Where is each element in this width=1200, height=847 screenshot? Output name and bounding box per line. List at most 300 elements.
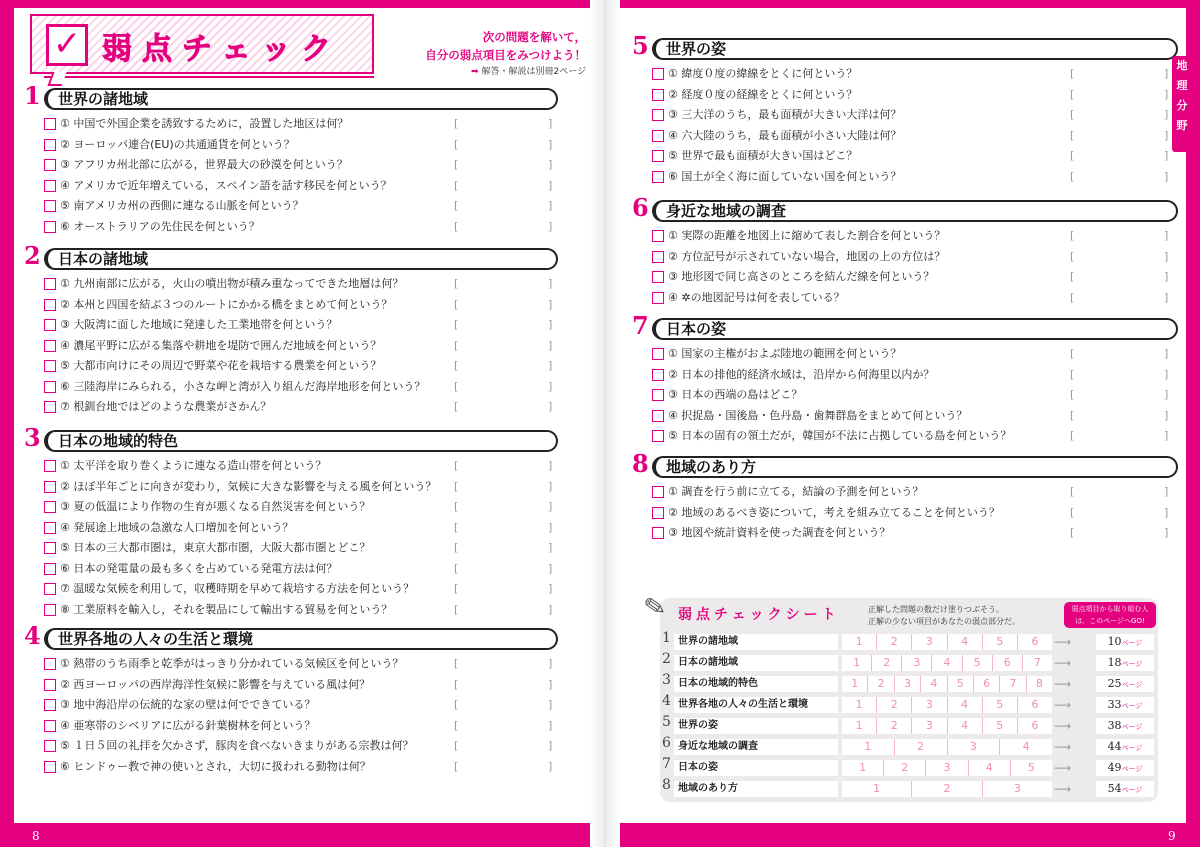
question-text: ⑤ 大都市向けにその周辺で野菜や花を栽培する農業を何という？: [60, 359, 382, 372]
answer-bracket-open: [: [454, 459, 459, 472]
section-title: 世界の諸地域: [58, 90, 149, 108]
target-page: 10ページ: [1096, 634, 1154, 650]
answer-bracket-open: [: [454, 318, 459, 331]
answer-bracket-open: [: [1070, 367, 1075, 381]
score-cell[interactable]: 1: [842, 655, 872, 671]
sheet-row-number: 4: [662, 693, 671, 709]
question-checkbox[interactable]: [44, 658, 56, 670]
section-title: 日本の地域的特色: [58, 432, 179, 450]
answer-bracket-open: [: [454, 582, 459, 595]
answer-bracket-open: [: [454, 520, 459, 534]
question-text: ① 実際の距離を地図上に縮めて表した割合を何という？: [668, 229, 946, 242]
score-cell[interactable]: 2: [868, 676, 894, 692]
question-row: [24, 135, 558, 156]
question-checkbox[interactable]: [652, 507, 664, 519]
answer-bracket-close: ]: [548, 500, 553, 513]
section-number: 1: [24, 81, 41, 110]
sheet-row-number: 5: [662, 714, 671, 730]
sheet-row-label: 日本の地域的特色: [674, 676, 838, 692]
question-checkbox[interactable]: [44, 319, 56, 331]
question-checkbox[interactable]: [652, 130, 664, 142]
question-text: ① 調査を行う前に立てる，結論の予測を何という？: [668, 485, 924, 498]
question-checkbox[interactable]: [44, 381, 56, 393]
section-header: [24, 81, 558, 110]
arrow-right-icon: ⟶: [1054, 719, 1072, 733]
question-checkbox[interactable]: [44, 522, 56, 534]
question-row: [632, 365, 1178, 386]
score-cells: [842, 655, 1052, 671]
question-checkbox[interactable]: [44, 563, 56, 575]
header-instructions: 次の問題を解いて， 自分の弱点項目をみつけよう！: [425, 30, 586, 62]
sheet-row: [660, 632, 1158, 652]
answer-bracket-close: ]: [548, 657, 553, 670]
question-checkbox[interactable]: [44, 460, 56, 472]
answer-bracket-open: [: [454, 219, 459, 233]
question-text: ② ヨーロッパ連合(EU)の共通通貨を何という？: [60, 137, 295, 151]
question-checkbox[interactable]: [44, 200, 56, 212]
score-cell[interactable]: 7: [1033, 656, 1041, 669]
question-row: [24, 176, 558, 197]
answer-bracket-close: ]: [548, 479, 553, 493]
section-number: 8: [632, 449, 649, 478]
question-row: [24, 315, 558, 336]
question-row: [24, 377, 558, 398]
score-cell[interactable]: 6: [1031, 698, 1039, 711]
question-row: [632, 167, 1178, 188]
question-checkbox[interactable]: [44, 340, 56, 352]
score-cell[interactable]: 3: [895, 676, 921, 692]
question-checkbox[interactable]: [44, 118, 56, 130]
answer-bracket-close: ]: [548, 759, 553, 773]
section-number: 5: [632, 31, 649, 60]
question-row: [24, 757, 558, 778]
target-page: 38ページ: [1096, 718, 1154, 734]
question-checkbox[interactable]: [44, 740, 56, 752]
question-text: ⑤ １日５回の礼拝を欠かさず，豚肉を食べないきまりがある宗教は何？: [60, 739, 414, 752]
score-cell[interactable]: 5: [983, 718, 1018, 734]
question-text: ⑥ ヒンドゥー教で神の使いとされ，大切に扱われる動物は何？: [60, 759, 371, 773]
score-cell[interactable]: 1: [842, 739, 895, 755]
question-row: [632, 267, 1178, 288]
question-checkbox[interactable]: [652, 109, 664, 121]
answer-bracket-open: [: [454, 158, 459, 171]
sheet-row-label: 世界の姿: [674, 718, 838, 734]
arrow-right-icon: ⟶: [1054, 740, 1072, 754]
question-text: ④ アメリカで近年増えている，スペイン語を話す移民を何という？: [60, 178, 392, 192]
question-checkbox[interactable]: [44, 481, 56, 493]
answer-bracket-close: ]: [548, 137, 553, 151]
section-number: 3: [24, 423, 41, 452]
question-row: [632, 105, 1178, 126]
target-page: 44ページ: [1096, 739, 1154, 755]
question-checkbox[interactable]: [652, 486, 664, 498]
question-row: [24, 518, 558, 539]
score-cell[interactable]: 2: [877, 634, 912, 650]
answer-bracket-close: ]: [1164, 87, 1169, 101]
arrow-right-icon: ⟶: [1054, 635, 1072, 649]
question-text: ② 西ヨーロッパの西岸海洋性気候に影響を与えている風は何？: [60, 677, 371, 691]
answer-bracket-open: [: [454, 677, 459, 691]
answer-bracket-open: [: [1070, 128, 1075, 142]
question-text: ② 経度０度の経線をとくに何という？: [668, 87, 858, 101]
question-row: [632, 344, 1178, 365]
question-text: ① 熱帯のうち雨季と乾季がはっきり分かれている気候区を何という？: [60, 657, 404, 670]
question-text: ② 方位記号が示されていない場合，地図の上の方位は？: [668, 249, 946, 263]
score-cell[interactable]: 4: [1022, 740, 1030, 753]
question-checkbox[interactable]: [44, 583, 56, 595]
answer-bracket-close: ]: [548, 718, 553, 732]
question-checkbox[interactable]: [652, 348, 664, 360]
score-cells: [842, 697, 1052, 713]
question-text: ① 中国で外国企業を誘致するために，設置した地区は何？: [60, 117, 349, 130]
answer-bracket-close: ]: [548, 459, 553, 472]
section-number: 2: [24, 241, 41, 270]
answer-bracket-open: [: [1070, 526, 1075, 539]
answer-bracket-close: ]: [548, 541, 553, 554]
question-checkbox[interactable]: [44, 401, 56, 413]
answer-bracket-open: [: [454, 137, 459, 151]
question-checkbox[interactable]: [44, 604, 56, 616]
score-cell[interactable]: 2: [912, 781, 982, 797]
question-row: [24, 716, 558, 737]
score-cell[interactable]: 3: [1013, 782, 1021, 795]
answer-bracket-close: ]: [1164, 249, 1169, 263]
question-checkbox[interactable]: [652, 292, 664, 304]
question-text: ③ 地中海沿岸の伝統的な家の壁は何でできている？: [60, 698, 316, 711]
answer-bracket-close: ]: [548, 318, 553, 331]
answer-bracket-open: [: [454, 479, 459, 493]
sheet-row-number: 3: [662, 672, 671, 688]
arrow-right-icon: ⟶: [1054, 656, 1072, 670]
answer-bracket-open: [: [1070, 149, 1075, 162]
score-cell[interactable]: 2: [895, 739, 948, 755]
answer-bracket-close: ]: [1164, 367, 1169, 381]
section-number: 4: [24, 621, 41, 650]
score-cell[interactable]: 3: [912, 718, 947, 734]
target-page: 33ページ: [1096, 697, 1154, 713]
target-page: 18ページ: [1096, 655, 1154, 671]
score-cell[interactable]: 6: [974, 676, 1000, 692]
question-checkbox[interactable]: [652, 68, 664, 80]
arrow-right-icon: ⟶: [1054, 761, 1072, 775]
question-row: [24, 654, 558, 675]
score-cell[interactable]: 5: [948, 676, 974, 692]
score-cell[interactable]: 4: [921, 676, 947, 692]
question-checkbox[interactable]: [652, 369, 664, 381]
score-cell[interactable]: 2: [877, 718, 912, 734]
section-title: 地域のあり方: [666, 458, 757, 476]
answer-bracket-open: [: [454, 379, 459, 393]
question-checkbox[interactable]: [44, 299, 56, 311]
section-7: [632, 311, 1178, 447]
answer-bracket-open: [: [454, 718, 459, 732]
score-cell[interactable]: 5: [1027, 761, 1035, 774]
answer-bracket-open: [: [1070, 229, 1075, 242]
question-text: ⑧ 工業原料を輸入し，それを製品にして輸出する貿易を何という？: [60, 602, 393, 616]
arrow-right-icon: ⟶: [1054, 698, 1072, 712]
question-row: [632, 64, 1178, 85]
answer-bracket-open: [: [454, 178, 459, 192]
section-3: [24, 423, 558, 620]
question-checkbox[interactable]: [44, 139, 56, 151]
question-text: ④ 発展途上地域の急激な人口増加を何という？: [60, 520, 294, 534]
score-cell[interactable]: 1: [842, 697, 877, 713]
question-row: [24, 336, 558, 357]
sheet-row-number: 8: [662, 777, 671, 793]
question-row: [632, 426, 1178, 447]
score-cell[interactable]: 5: [983, 697, 1018, 713]
question-checkbox[interactable]: [652, 271, 664, 283]
arrow-right-icon: ➡: [471, 67, 479, 77]
score-cell[interactable]: 2: [884, 760, 926, 776]
answer-bracket-close: ]: [1164, 108, 1169, 121]
answer-bracket-open: [: [454, 400, 459, 413]
section-header: [632, 31, 1178, 60]
score-cell[interactable]: 5: [963, 655, 993, 671]
question-row: [24, 217, 558, 238]
score-cell[interactable]: 4: [932, 655, 962, 671]
arrow-right-icon: ⟶: [1054, 782, 1072, 796]
section-header: [24, 621, 558, 650]
question-checkbox[interactable]: [44, 720, 56, 732]
score-cell[interactable]: 1: [842, 676, 868, 692]
question-row: [24, 274, 558, 295]
answer-bracket-open: [: [1070, 249, 1075, 263]
answer-bracket-close: ]: [1164, 505, 1169, 519]
question-text: ④ ✲の地図記号は何を表している？: [668, 290, 845, 304]
answer-bracket-open: [: [454, 602, 459, 616]
question-row: [24, 736, 558, 757]
sheet-row-label: 世界の諸地域: [674, 634, 838, 650]
question-text: ⑥ 日本の発電量の最も多くを占めている発電方法は何？: [60, 561, 338, 575]
question-checkbox[interactable]: [652, 251, 664, 263]
question-row: [24, 497, 558, 518]
answer-bracket-close: ]: [548, 698, 553, 711]
sheet-row: [660, 695, 1158, 715]
answer-bracket-open: [: [1070, 408, 1075, 422]
answer-bracket-open: [: [1070, 87, 1075, 101]
answer-bracket-close: ]: [548, 602, 553, 616]
question-checkbox[interactable]: [652, 150, 664, 162]
question-text: ⑦ 温暖な気候を利用して，収穫時期を早めて栽培する方法を何という？: [60, 582, 415, 595]
answer-bracket-open: [: [1070, 270, 1075, 283]
sheet-row: [660, 779, 1158, 799]
question-checkbox[interactable]: [44, 180, 56, 192]
section-6: [632, 193, 1178, 308]
answer-bracket-open: [: [454, 561, 459, 575]
answer-bracket-close: ]: [548, 178, 553, 192]
question-checkbox[interactable]: [44, 360, 56, 372]
question-text: ① 九州南部に広がる，火山の噴出物が積み重なってできた地層は何？: [60, 277, 404, 290]
weakness-check-sheet: [641, 591, 1158, 802]
book-gutter: [590, 0, 620, 847]
score-cell[interactable]: 7: [1000, 676, 1026, 692]
subject-tab: 地 理 分 野: [1172, 56, 1192, 152]
question-text: ④ 亜寒帯のシベリアに広がる針葉樹林を何という？: [60, 718, 316, 732]
answer-bracket-open: [: [454, 359, 459, 372]
question-checkbox[interactable]: [44, 679, 56, 691]
answer-bracket-open: [: [454, 338, 459, 352]
question-row: [24, 695, 558, 716]
question-row: [632, 247, 1178, 268]
page-number-left: 8: [32, 829, 40, 843]
sheet-row: [660, 737, 1158, 757]
score-cells: [842, 739, 1052, 755]
question-checkbox[interactable]: [44, 221, 56, 233]
score-cell[interactable]: 2: [877, 697, 912, 713]
score-cell[interactable]: 2: [872, 655, 902, 671]
score-cell[interactable]: 3: [948, 739, 1001, 755]
question-checkbox[interactable]: [652, 527, 664, 539]
sheet-row: [660, 716, 1158, 736]
score-cell[interactable]: 5: [983, 634, 1018, 650]
question-checkbox[interactable]: [44, 159, 56, 171]
question-text: ⑦ 根釧台地ではどのような農業がさかん？: [60, 400, 272, 413]
question-text: ③ 大阪湾に面した地域に発達した工業地帯を何という？: [60, 318, 338, 331]
score-cell[interactable]: 6: [1031, 635, 1039, 648]
answer-bracket-open: [: [1070, 108, 1075, 121]
question-checkbox[interactable]: [652, 430, 664, 442]
question-row: [632, 482, 1178, 503]
score-cell[interactable]: 1: [842, 781, 912, 797]
pencil-icon: ✎: [641, 591, 669, 625]
score-cell[interactable]: 1: [842, 718, 877, 734]
answer-bracket-close: ]: [548, 739, 553, 752]
answer-bracket-open: [: [454, 199, 459, 212]
question-checkbox[interactable]: [44, 542, 56, 554]
question-checkbox[interactable]: [652, 410, 664, 422]
score-cell[interactable]: 3: [912, 634, 947, 650]
sheet-row-label: 地域のあり方: [674, 781, 838, 797]
question-checkbox[interactable]: [652, 171, 664, 183]
section-header: [24, 423, 558, 452]
question-text: ⑥ 国土が全く海に面していない国を何という？: [668, 169, 902, 183]
question-text: ⑥ 三陸海岸にみられる，小さな岬と湾が入り組んだ海岸地形を何という？: [60, 379, 426, 393]
score-cell[interactable]: 4: [948, 718, 983, 734]
answer-bracket-open: [: [1070, 388, 1075, 401]
question-text: ② ほぼ半年ごとに向きが変わり，気候に大きな影響を与える風を何という？: [60, 479, 437, 493]
section-2: [24, 241, 558, 418]
question-row: [24, 559, 558, 580]
sheet-row-label: 日本の姿: [674, 760, 838, 776]
section-header: [632, 311, 1178, 340]
question-checkbox[interactable]: [44, 761, 56, 773]
question-text: ③ 夏の低温により作物の生育が悪くなる自然災害を何という？: [60, 500, 371, 513]
section-number: 7: [632, 311, 649, 340]
score-cell[interactable]: 3: [926, 760, 968, 776]
section-header: [632, 193, 1178, 222]
section-header: [24, 241, 558, 270]
score-cell[interactable]: 4: [948, 697, 983, 713]
score-cells: [842, 634, 1052, 650]
sheet-row-number: 7: [662, 756, 671, 772]
question-row: [632, 146, 1178, 167]
header-underline: [44, 76, 374, 78]
answer-bracket-open: [: [454, 297, 459, 311]
answer-bracket-close: ]: [1164, 485, 1169, 498]
question-checkbox[interactable]: [44, 699, 56, 711]
score-cells: [842, 718, 1052, 734]
page-title: 弱点チェック: [102, 32, 342, 67]
answer-bracket-open: [: [1070, 429, 1075, 442]
question-row: [632, 126, 1178, 147]
section-title: 世界各地の人々の生活と環境: [58, 630, 254, 648]
section-title: 世界の姿: [666, 40, 727, 58]
sheet-row: [660, 674, 1158, 694]
score-cells: [842, 760, 1052, 776]
answer-bracket-close: ]: [548, 677, 553, 691]
section-number: 6: [632, 193, 649, 222]
score-cell[interactable]: 8: [1035, 677, 1043, 690]
answer-bracket-close: ]: [1164, 229, 1169, 242]
question-checkbox[interactable]: [652, 89, 664, 101]
score-cell[interactable]: 1: [842, 760, 884, 776]
answer-bracket-close: ]: [548, 219, 553, 233]
score-cell[interactable]: 3: [912, 697, 947, 713]
answer-bracket-close: ]: [548, 158, 553, 171]
question-row: [632, 406, 1178, 427]
question-text: ① 国家の主権がおよぶ陸地の範囲を何という？: [668, 347, 902, 360]
answer-reference: ➡ 解答・解説は別冊2ページ: [471, 67, 586, 77]
answer-bracket-open: [: [454, 698, 459, 711]
sheet-row-label: 日本の諸地域: [674, 655, 838, 671]
question-text: ③ 三大洋のうち，最も面積が大きい大洋は何？: [668, 108, 902, 121]
score-cell[interactable]: 6: [993, 655, 1023, 671]
question-text: ⑥ オーストラリアの先住民を何という？: [60, 219, 260, 233]
question-checkbox[interactable]: [652, 389, 664, 401]
question-row: [24, 295, 558, 316]
answer-bracket-close: ]: [548, 582, 553, 595]
question-text: ⑤ 日本の固有の領土だが，韓国が不法に占拠している島を何という？: [668, 429, 1012, 442]
target-page: 54ページ: [1096, 781, 1154, 797]
sheet-row-label: 身近な地域の調査: [674, 739, 838, 755]
answer-bracket-close: ]: [1164, 149, 1169, 162]
sheet-row-number: 6: [662, 735, 671, 751]
question-row: [24, 579, 558, 600]
question-row: [24, 114, 558, 135]
question-checkbox[interactable]: [652, 230, 664, 242]
question-row: [24, 600, 558, 621]
score-cell[interactable]: 6: [1031, 719, 1039, 732]
answer-bracket-open: [: [454, 500, 459, 513]
question-checkbox[interactable]: [44, 501, 56, 513]
score-cell[interactable]: 3: [902, 655, 932, 671]
section-4: [24, 621, 558, 777]
section-title-bar: [652, 318, 1178, 340]
question-row: [632, 226, 1178, 247]
answer-bracket-open: [: [1070, 505, 1075, 519]
score-cell[interactable]: 4: [969, 760, 1011, 776]
answer-bracket-open: [: [1070, 347, 1075, 360]
left-page: [14, 8, 590, 823]
sheet-row: [660, 758, 1158, 778]
answer-bracket-close: ]: [548, 338, 553, 352]
answer-bracket-open: [: [1070, 67, 1075, 80]
answer-bracket-close: ]: [548, 297, 553, 311]
score-cell[interactable]: 4: [948, 634, 983, 650]
answer-bracket-open: [: [1070, 169, 1075, 183]
answer-bracket-open: [: [1070, 290, 1075, 304]
answer-bracket-open: [: [454, 657, 459, 670]
section-8: [632, 449, 1178, 544]
question-row: [24, 675, 558, 696]
question-checkbox[interactable]: [44, 278, 56, 290]
answer-bracket-open: [: [454, 739, 459, 752]
question-row: [632, 503, 1178, 524]
question-row: [24, 397, 558, 418]
score-cell[interactable]: 1: [842, 634, 877, 650]
sheet-row-number: 1: [662, 630, 671, 646]
